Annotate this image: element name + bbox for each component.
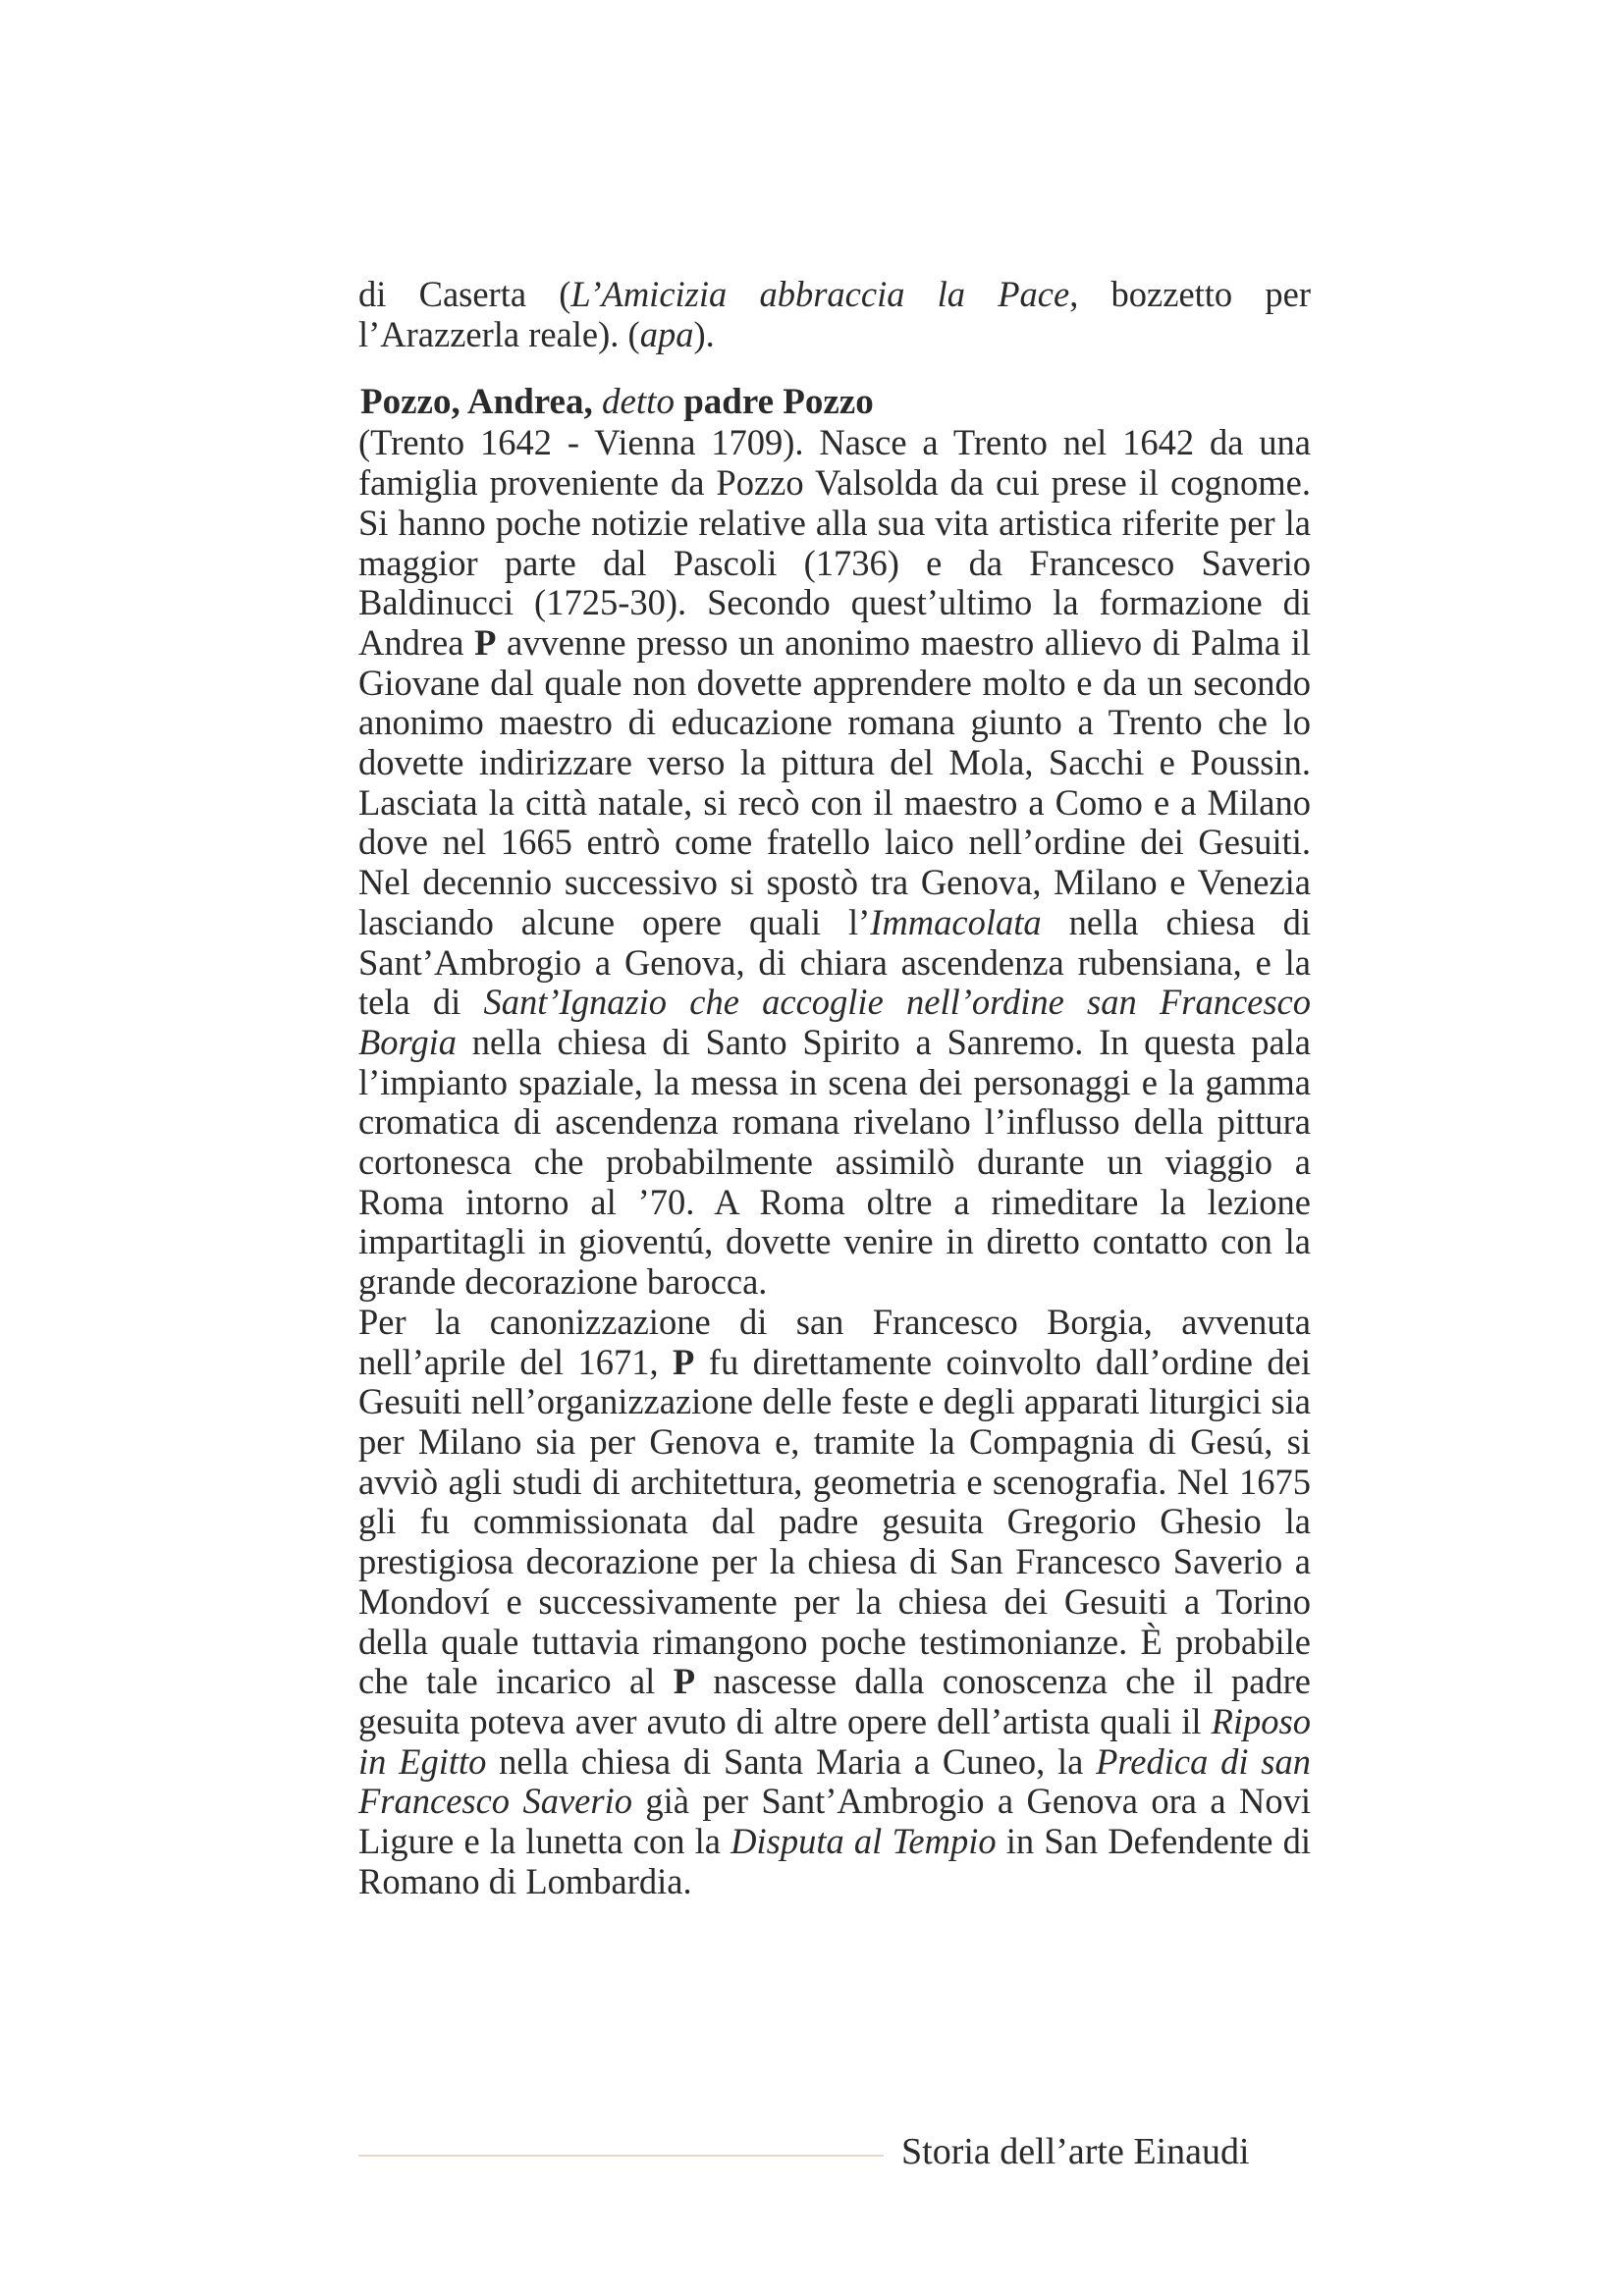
text-run: nascesse dalla conoscenza che il padre gesuita poteva aver avuto di altre opere dell’artista quali il	[358, 1661, 1312, 1741]
text-run: , bozzetto per l’Arazzerla reale). (	[358, 274, 1311, 354]
footer-divider	[358, 2155, 884, 2157]
entry-alias: padre Pozzo	[683, 382, 874, 423]
paragraph-1	[358, 423, 1311, 1302]
artwork-title: Disputa al Tempio	[730, 1821, 997, 1862]
text-run: fu direttamente coinvolto dall’ordine dei Gesuiti nell’organizzazione delle feste e degli apparati liturgici sia per Milano sia per Genova e, tramite la Compagnia di Gesú, si avviò agli studi di architettura, geometria e scenografia. Nel 1675 gli fu commissionata dal padre gesuita Gregorio Ghesio la prestigiosa decorazione per la chiesa di San Francesco Saverio a Mondoví e successivamente per la chiesa dei Gesuiti a Torino della quale tuttavia rimangono poche testimonianze. È probabile che tale incarico al	[358, 1341, 1311, 1702]
artwork-title: L’Amicizia abbraccia la Pace	[570, 274, 1070, 314]
entry-detto: detto	[601, 382, 675, 423]
footer-publication-title: Storia dell’arte Einaudi	[901, 2131, 1250, 2172]
abbrev-p: P	[474, 621, 497, 663]
entry-heading	[360, 382, 1311, 423]
text-run: in San Defendente di Romano di Lombardia.	[358, 1821, 1311, 1901]
artwork-title: Riposo in Egitto	[358, 1700, 1311, 1782]
text-run: Per la canonizzazione di san Francesco Borgia, avvenuta nell’aprile del 1671,	[358, 1301, 1311, 1382]
text-run: nella chiesa di Santo Spirito a Sanremo. In questa pala l’impianto spaziale, la messa in scena dei personaggi e la gamma cromatica di ascendenza romana rivelano l’influsso della pittura cortonesca che probabilmente assimilò durante un viaggio a Roma intorno al ’70. A Roma oltre a rimeditare la lezione impartitagli in gioventú, dovette venire in diretto contatto con la grande decorazione barocca.	[358, 1021, 1311, 1303]
artwork-title: Sant’Ignazio che accoglie nell’ordine san Francesco Borgia	[358, 982, 1312, 1062]
artwork-title: Immacolata	[870, 901, 1042, 942]
abbrev-p: P	[673, 1341, 695, 1382]
previous-entry-ending	[358, 275, 1311, 354]
text-run: ).	[693, 313, 715, 354]
entry-name: Pozzo, Andrea,	[360, 382, 593, 423]
text-run: nella chiesa di Sant’Ambrogio a Genova, di chiara ascendenza rubensiana, e la tela di	[358, 901, 1311, 1023]
text-run: avvenne presso un anonimo maestro allievo di Palma il Giovane dal quale non dovette apprendere molto e da un secondo anonimo maestro di educazione romana giunto a Trento che lo dovette indirizzare verso la pittura del Mola, Sacchi e Poussin. Lasciata la città natale, si recò con il maestro a Como e a Milano dove nel 1665 entrò come fratello laico nell’ordine dei Gesuiti. Nel decennio successivo si spostò tra Genova, Milano e Venezia lasciando alcune opere quali l’	[358, 621, 1311, 942]
author-initials: apa	[639, 313, 694, 354]
text-run: già per Sant’Ambrogio a Genova ora a Novi Ligure e la lunetta con la	[358, 1781, 1311, 1862]
article-body	[358, 275, 1311, 1901]
paragraph-2	[358, 1303, 1311, 1902]
text-run: (Trento 1642 - Vienna 1709). Nasce a Trento nel 1642 da una famiglia proveniente da Pozzo Valsolda da cui prese il cognome. Si hanno poche notizie relative alla sua vita artistica riferite per la maggior parte dal Pascoli (1736) e da Francesco Saverio Baldinucci (1725-30). Secondo quest’ultimo la formazione di Andrea	[358, 422, 1311, 663]
text-run: di Caserta (	[358, 274, 571, 314]
artwork-title: Predica di san Francesco Saverio	[358, 1740, 1311, 1822]
text-run: nella chiesa di Santa Maria a Cuneo, la	[486, 1740, 1097, 1782]
abbrev-p: P	[673, 1661, 695, 1702]
